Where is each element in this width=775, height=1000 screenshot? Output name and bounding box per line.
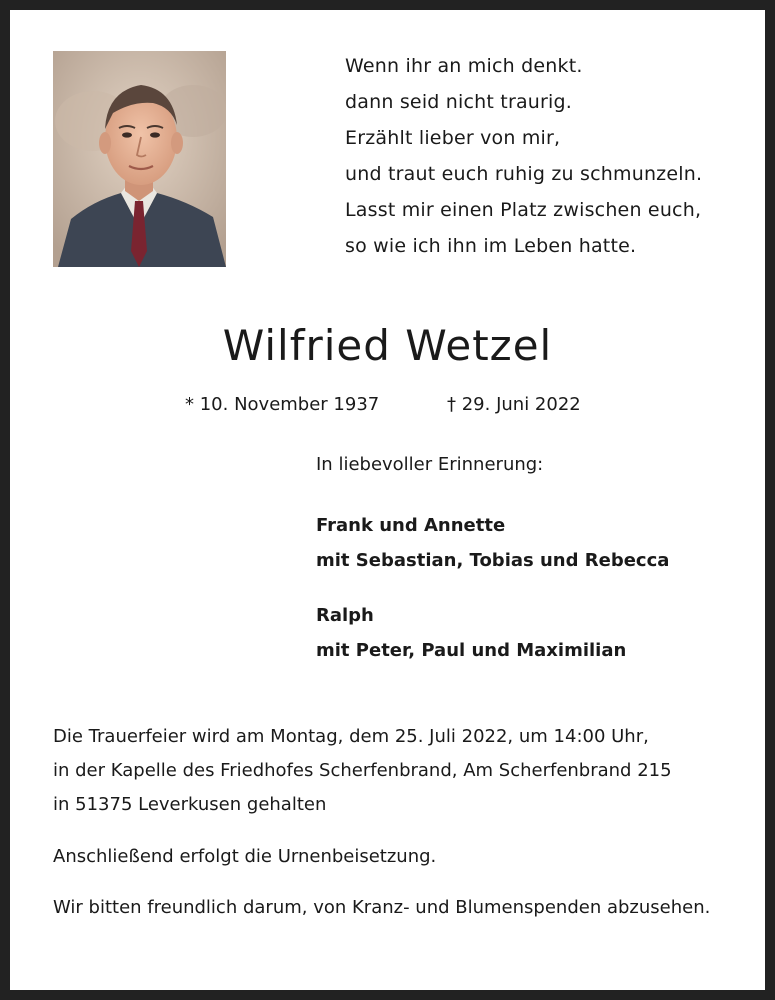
poem <box>345 48 702 264</box>
birth-date: * 10. November 1937 <box>185 394 380 415</box>
portrait-photo <box>53 51 226 267</box>
family-children: mit Sebastian, Tobias und Rebecca <box>316 550 670 571</box>
family-group <box>316 508 669 578</box>
poem-line: dann seid nicht traurig. <box>345 91 573 113</box>
family-group <box>316 598 626 668</box>
ceremony-line: in 51375 Leverkusen gehalten <box>53 794 327 815</box>
poem-line: so wie ich ihn im Leben hatte. <box>345 235 637 257</box>
family-names: Frank und Annette <box>316 515 506 536</box>
poem-line: und traut euch ruhig zu schmunzeln. <box>345 163 703 185</box>
portrait-image <box>53 51 226 267</box>
donation-request: Wir bitten freundlich darum, von Kranz- und Blumenspenden abzusehen. <box>53 897 711 918</box>
ceremony-line: Die Trauerfeier wird am Montag, dem 25. Juli 2022, um 14:00 Uhr, <box>53 726 649 747</box>
family-names: Ralph <box>316 605 374 626</box>
family-children: mit Peter, Paul und Maximilian <box>316 640 627 661</box>
ceremony-details <box>53 720 720 822</box>
poem-line: Lasst mir einen Platz zwischen euch, <box>345 199 702 221</box>
deceased-name: Wilfried Wetzel <box>222 321 553 370</box>
ceremony-line: in der Kapelle des Friedhofes Scherfenbrand, Am Scherfenbrand 215 <box>53 760 672 781</box>
memorial-intro: In liebevoller Erinnerung: <box>316 454 544 475</box>
burial-note: Anschließend erfolgt die Urnenbeisetzung. <box>53 846 437 867</box>
poem-line: Wenn ihr an mich denkt. <box>345 55 583 77</box>
poem-line: Erzählt lieber von mir, <box>345 127 561 149</box>
death-date: † 29. Juni 2022 <box>447 394 581 415</box>
